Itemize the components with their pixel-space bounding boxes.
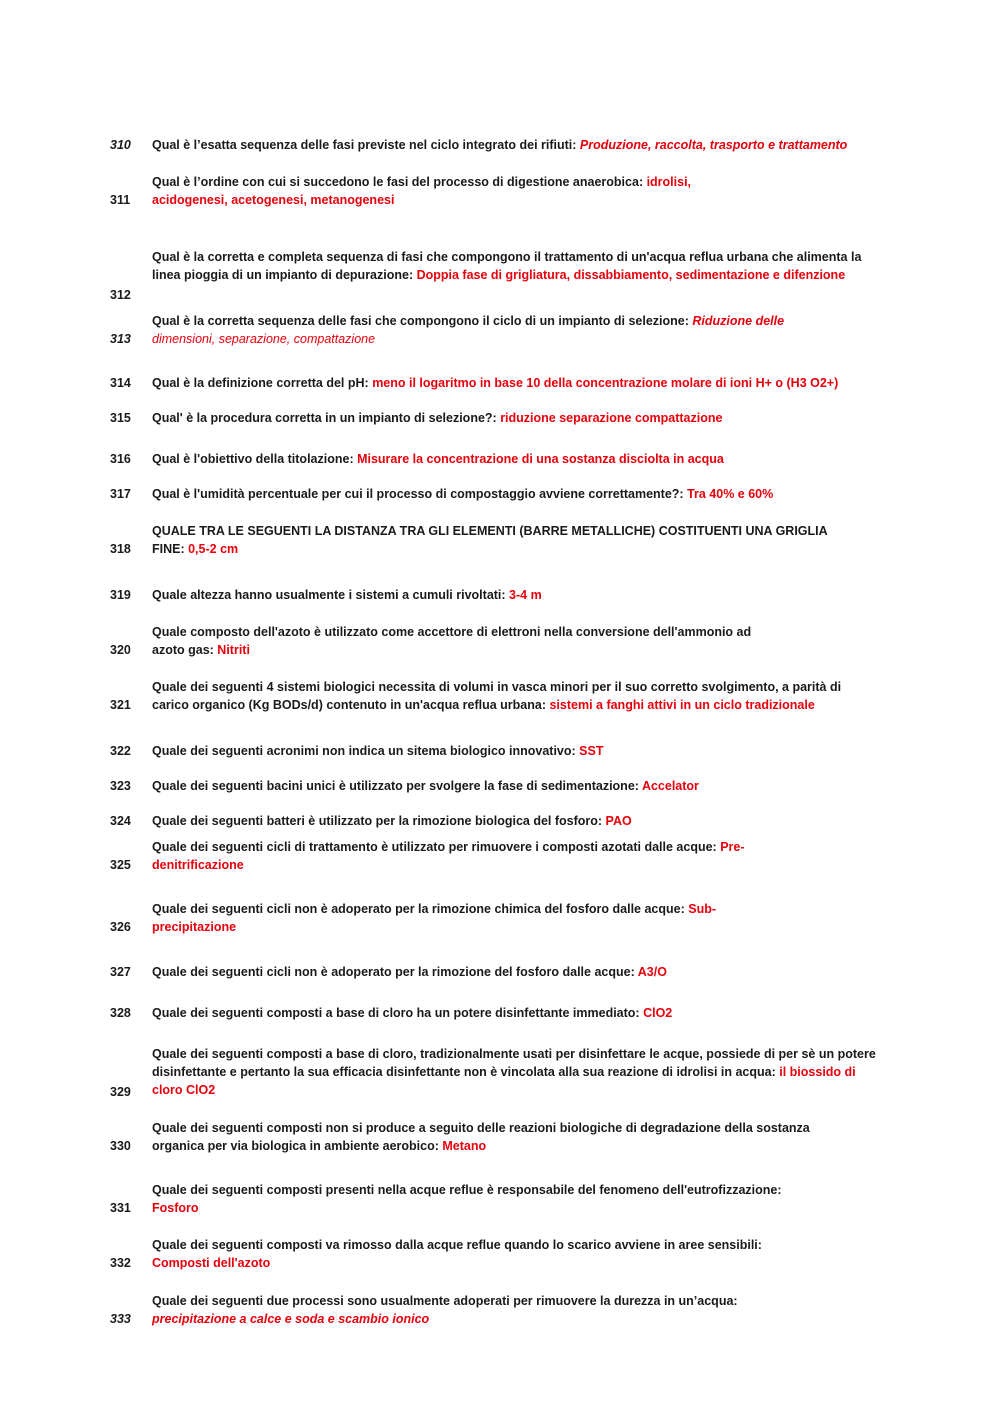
question-text [152, 136, 912, 154]
question-number: 325 [110, 858, 131, 872]
question: Quale dei seguenti composti va rimosso dalla acque reflue quando lo scarico avviene in aree sensibili: [152, 1238, 762, 1252]
answer: Misurare la concentrazione di una sostanza disciolta in acqua [357, 452, 724, 466]
question-text [152, 1181, 877, 1217]
question: Quale dei seguenti 4 sistemi biologici necessita di volumi in vasca minori per il suo corretto svolgimento, a parità di carico organico (Kg BODs/d) contenuto in un'acqua reflua urbana: [152, 680, 842, 712]
question: Qual' è la procedura corretta in un impianto di selezione?: [152, 411, 501, 425]
question-text [152, 374, 972, 392]
question-text [152, 963, 877, 981]
question-text [152, 586, 877, 604]
question: Quale dei seguenti batteri è utilizzato per la rimozione biologica del fosforo: [152, 814, 606, 828]
answer: Fosforo [152, 1201, 199, 1215]
question-text [152, 485, 972, 503]
question-text [152, 173, 767, 209]
question: Quale dei seguenti due processi sono usualmente adoperati per rimuovere la durezza in un’acqua: [152, 1294, 738, 1308]
answer: Accelator [641, 779, 699, 793]
question: Quale composto dell'azoto è utilizzato come accettore di elettroni nella conversione dell'ammonio ad azoto gas: [152, 625, 752, 657]
question-text [152, 623, 752, 659]
answer: il biossido di cloro ClO2 [152, 1065, 856, 1097]
question-text [152, 742, 877, 760]
answer-continued: dimensioni, separazione, compattazione [152, 332, 376, 346]
question: Qual è la corretta sequenza delle fasi che compongono il ciclo di un impianto di selezione: [152, 314, 693, 328]
question-number: 328 [110, 1006, 131, 1020]
answer: sistemi a fanghi attivi in un ciclo tradizionale [549, 698, 815, 712]
question-text [152, 450, 972, 468]
question-text [152, 409, 972, 427]
answer: Composti dell'azoto [152, 1256, 271, 1270]
answer: idrolisi, acidogenesi, acetogenesi, metanogenesi [152, 175, 692, 207]
question-number: 323 [110, 779, 131, 793]
question-text [152, 1292, 877, 1328]
question: Qual è la corretta e completa sequenza di fasi che compongono il trattamento di un'acqua reflua urbana che alimenta la linea pioggia di un impianto di depurazione: [152, 250, 862, 282]
question: Qual è l'obiettivo della titolazione: [152, 452, 358, 466]
question: Quale dei seguenti cicli di trattamento è utilizzato per rimuovere i composti azotati dalle acque: [152, 840, 721, 854]
question-number: 319 [110, 588, 131, 602]
answer: A3/O [637, 965, 667, 979]
question-number: 311 [110, 193, 131, 207]
question: Quale dei seguenti composti presenti nella acque reflue è responsabile del fenomeno dell'eutrofizzazione: [152, 1183, 782, 1197]
question-number: 333 [110, 1312, 131, 1326]
question-number: 317 [110, 487, 131, 501]
question-number: 316 [110, 452, 131, 466]
question: Quale dei seguenti bacini unici è utilizzato per svolgere la fase di sedimentazione: [152, 779, 642, 793]
question-number: 318 [110, 542, 131, 556]
question-number: 320 [110, 643, 131, 657]
question-number: 312 [110, 288, 131, 302]
question-text [152, 1045, 882, 1099]
answer: meno il logaritmo in base 10 della concentrazione molare di ioni H+ o (H3 O2+) [372, 376, 839, 390]
question-number: 314 [110, 376, 131, 390]
question-number: 310 [110, 138, 131, 152]
question-number: 332 [110, 1256, 131, 1270]
question-number: 315 [110, 411, 131, 425]
question-text [152, 838, 752, 874]
question: Qual è l’esatta sequenza delle fasi previste nel ciclo integrato dei rifiuti: [152, 138, 580, 152]
answer: Produzione, raccolta, trasporto e trattamento [579, 138, 848, 152]
question-text [152, 900, 722, 936]
question: Qual è l’ordine con cui si succedono le fasi del processo di digestione anaerobica: [152, 175, 647, 189]
question-text [152, 248, 872, 284]
question: Quale dei seguenti acronimi non indica un sitema biologico innovativo: [152, 744, 580, 758]
question-text [152, 678, 872, 714]
answer: precipitazione a calce e soda e scambio ionico [152, 1312, 430, 1326]
question: Quale dei seguenti composti a base di cloro ha un potere disinfettante immediato: [152, 1006, 644, 1020]
question-text [152, 1236, 877, 1272]
answer: SST [579, 744, 604, 758]
question-number: 326 [110, 920, 131, 934]
question-text [152, 777, 952, 795]
question: Quale dei seguenti cicli non è adoperato per la rimozione chimica del fosforo dalle acque: [152, 902, 689, 916]
question: Qual è la definizione corretta del pH: [152, 376, 373, 390]
question: Quale dei seguenti composti a base di cloro, tradizionalmente usati per disinfettare le acque, possiede di per sè un potere disinfettante e pertanto la sua efficacia disinfettante non è vincolata alla sua reazione di idrolisi in acqua: [152, 1047, 876, 1079]
question-number: 329 [110, 1085, 131, 1099]
answer: 3-4 m [509, 588, 542, 602]
answer: riduzione separazione compattazione [500, 411, 723, 425]
question-number: 322 [110, 744, 131, 758]
question-number: 331 [110, 1201, 131, 1215]
answer: Metano [442, 1139, 487, 1153]
question: Quale dei seguenti composti non si produce a seguito delle reazioni biologiche di degradazione della sostanza organica per via biologica in ambiente aerobico: [152, 1121, 810, 1153]
answer: Riduzione delle [692, 314, 785, 328]
question-text [152, 522, 852, 558]
question-number: 324 [110, 814, 131, 828]
answer: PAO [605, 814, 632, 828]
answer: ClO2 [643, 1006, 673, 1020]
question-text [152, 1119, 852, 1155]
question-number: 330 [110, 1139, 131, 1153]
question-text [152, 812, 877, 830]
answer: Tra 40% e 60% [687, 487, 774, 501]
question: Quale dei seguenti cicli non è adoperato per la rimozione del fosforo dalle acque: [152, 965, 638, 979]
answer: Sub-precipitazione [152, 902, 717, 934]
question: Qual è l'umidità percentuale per cui il processo di compostaggio avviene correttamente?: [152, 487, 688, 501]
question-number: 321 [110, 698, 131, 712]
question-number: 313 [110, 332, 131, 346]
answer: Pre-denitrificazione [152, 840, 745, 872]
question: Quale altezza hanno usualmente i sistemi a cumuli rivoltati: [152, 588, 510, 602]
answer: Nitriti [217, 643, 250, 657]
question-text [152, 312, 877, 348]
question-number: 327 [110, 965, 131, 979]
answer: 0,5-2 cm [188, 542, 239, 556]
answer: Doppia fase di grigliatura, dissabbiamento, sedimentazione e difenzione [416, 268, 846, 282]
question-text [152, 1004, 877, 1022]
question: QUALE TRA LE SEGUENTI LA DISTANZA TRA GLI ELEMENTI (BARRE METALLICHE) COSTITUENTI UNA GRIGLIA FINE: [152, 524, 828, 556]
